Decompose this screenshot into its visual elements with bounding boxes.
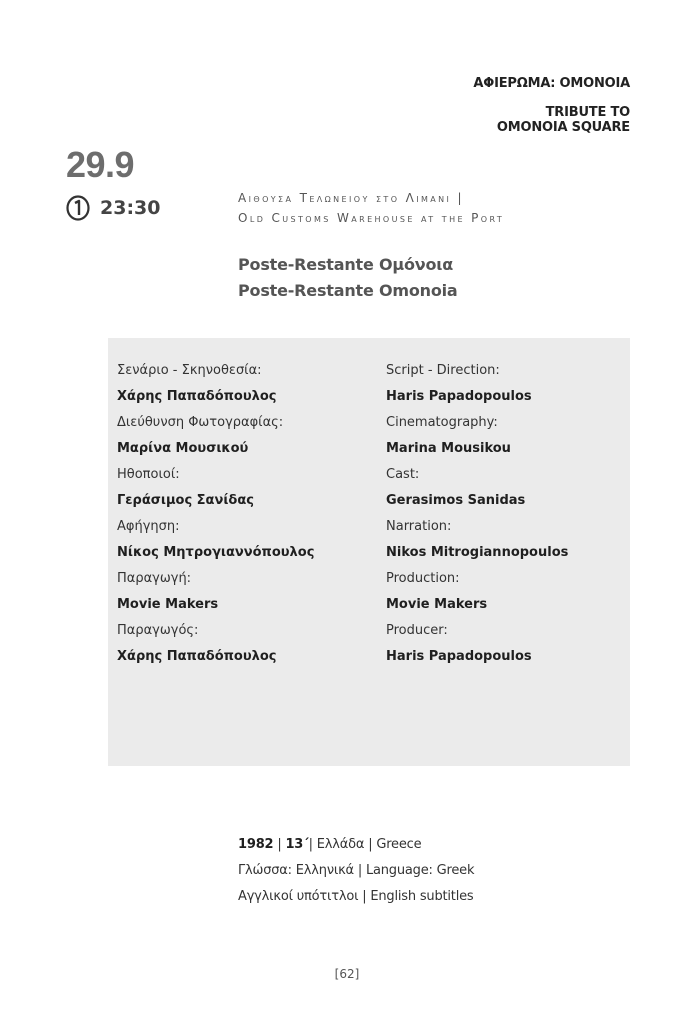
credit-role: Producer: bbox=[386, 623, 448, 638]
credit-name: Γεράσιμος Σανίδας bbox=[117, 493, 254, 508]
credits-english-column bbox=[386, 358, 568, 670]
credit-role: Production: bbox=[386, 571, 460, 586]
film-subtitles: Αγγλικοί υπότιτλοι | English subtitles bbox=[238, 889, 474, 904]
credit-role: Cast: bbox=[386, 467, 420, 482]
credits-greek-column bbox=[117, 358, 314, 670]
credit-role: Σενάριο - Σκηνοθεσία: bbox=[117, 363, 262, 378]
section-title-greek: ΑΦΙΕΡΩΜΑ: ΟΜΟΝΟΙΑ bbox=[473, 76, 630, 91]
credit-role: Παραγωγός: bbox=[117, 623, 199, 638]
credit-name: Marina Mousikou bbox=[386, 441, 511, 456]
separator: | bbox=[273, 837, 286, 852]
credit-role: Cinematography: bbox=[386, 415, 498, 430]
credit-name: Haris Papadopoulos bbox=[386, 389, 532, 404]
film-title-english: Poste-Restante Omonoia bbox=[238, 281, 458, 300]
film-duration: 13΄ bbox=[285, 837, 309, 852]
screening-time-row bbox=[66, 195, 160, 221]
credit-role: Αφήγηση: bbox=[117, 519, 180, 534]
credit-role: Script - Direction: bbox=[386, 363, 500, 378]
clock-icon bbox=[66, 195, 90, 221]
film-title-greek: Poste-Restante Ομόνοια bbox=[238, 255, 454, 274]
venue-greek: Αιθουσα Τελωνειου στο Λιμανι | bbox=[238, 191, 464, 205]
credit-name: Gerasimos Sanidas bbox=[386, 493, 526, 508]
film-year: 1982 bbox=[238, 837, 274, 852]
credit-name: Χάρης Παπαδόπουλος bbox=[117, 389, 277, 404]
section-title-english-line1: TRIBUTE TO bbox=[545, 105, 630, 120]
film-language: Γλώσσα: Ελληνικά | Language: Greek bbox=[238, 863, 475, 878]
venue bbox=[238, 188, 504, 228]
section-title-english-line2: OMONOIA SQUARE bbox=[496, 120, 630, 135]
venue-english: Old Customs Warehouse at the Port bbox=[238, 211, 505, 225]
credit-role: Ηθοποιοί: bbox=[117, 467, 180, 482]
credit-name: Movie Makers bbox=[386, 597, 488, 612]
credit-name: Μαρίνα Μουσικού bbox=[117, 441, 249, 456]
film-country: | Ελλάδα | Greece bbox=[308, 837, 422, 852]
film-title bbox=[238, 252, 458, 304]
credit-name: Nikos Mitrogiannopoulos bbox=[386, 545, 569, 560]
credits-box bbox=[108, 338, 630, 766]
page-number: [62] bbox=[334, 967, 360, 981]
screening-time: 23:30 bbox=[100, 197, 161, 219]
film-info bbox=[238, 832, 474, 910]
credit-role: Διεύθυνση Φωτογραφίας: bbox=[117, 415, 284, 430]
film-info-line1 bbox=[238, 832, 474, 858]
credit-role: Narration: bbox=[386, 519, 452, 534]
credit-role: Παραγωγή: bbox=[117, 571, 192, 586]
credit-name: Χάρης Παπαδόπουλος bbox=[117, 649, 277, 664]
credit-name: Haris Papadopoulos bbox=[386, 649, 532, 664]
credit-name: Νίκος Μητρογιαννόπουλος bbox=[117, 545, 315, 560]
screening-date: 29.9 bbox=[66, 144, 135, 185]
credit-name: Movie Makers bbox=[117, 597, 219, 612]
section-header bbox=[473, 76, 630, 135]
